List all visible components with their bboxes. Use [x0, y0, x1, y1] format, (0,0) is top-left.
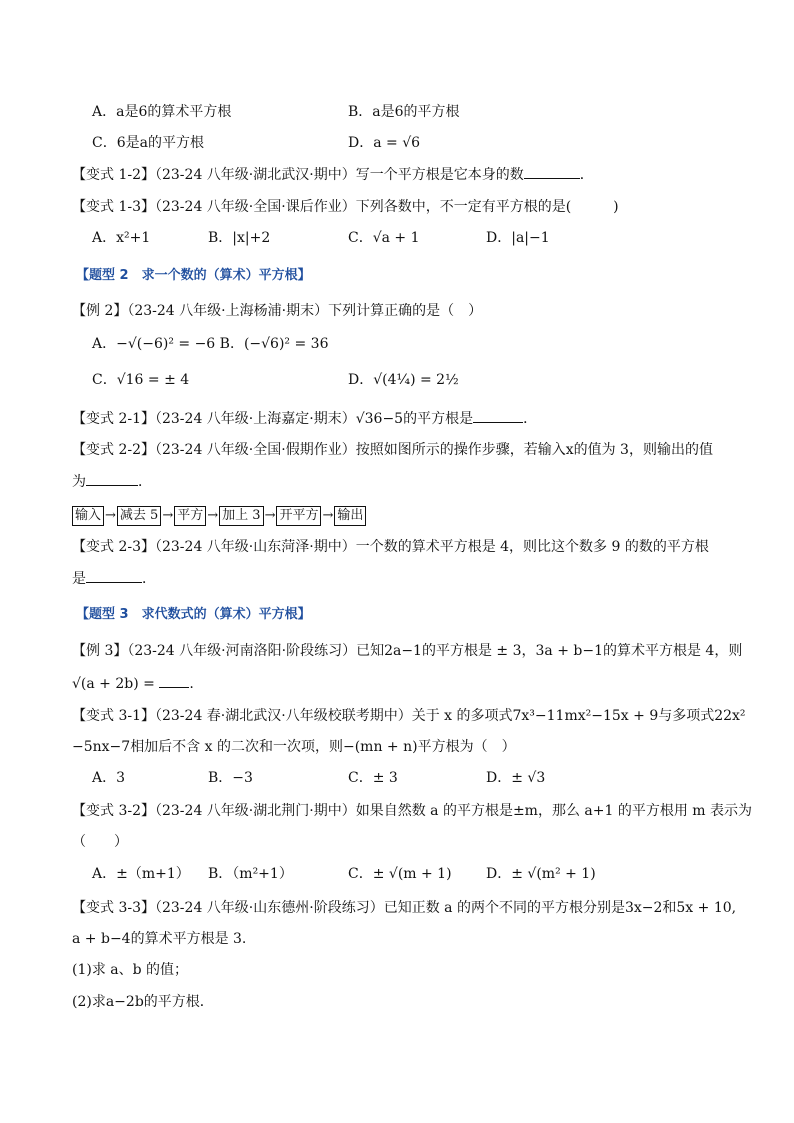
- flow-step-sqrt: 开平方: [276, 506, 321, 526]
- flow-step-output: 输出: [334, 506, 366, 526]
- variant-2-2-line2: [72, 471, 152, 492]
- variant-3-1-line2: −5nx−7相加后不含 x 的二次和一次项，则−(mn + n)平方根为（ ）: [72, 739, 516, 755]
- v3-2-option-a: A．±（m+1）: [92, 866, 190, 882]
- flow-step-input: 输入: [72, 506, 104, 526]
- v1-3-option-c: C．√a + 1: [348, 230, 420, 246]
- variant-1-3-text: 【变式 1-3】（23-24 八年级·全国·课后作业）下列各数中，不一定有平方根的是( ): [72, 199, 619, 215]
- q1-option-d: D．a = √6: [348, 135, 421, 151]
- flow-arrow-icon: →: [264, 508, 276, 523]
- section-heading-2: 【题型 2 求一个数的（算术）平方根】: [76, 268, 311, 283]
- answer-blank[interactable]: [473, 408, 523, 423]
- v3-2-option-b: B．（m²+1）: [208, 866, 293, 882]
- variant-2-2-prefix: 为: [72, 474, 86, 490]
- variant-2-3-prefix: 是: [72, 571, 86, 587]
- flow-arrow-icon: →: [207, 508, 219, 523]
- v1-3-option-a: A．x²+1: [92, 230, 151, 246]
- ex2-option-a-b: A．−√(−6)² = −6 B．(−√6)² = 36: [92, 336, 329, 352]
- variant-2-3-line2: [72, 568, 156, 589]
- variant-3-3-text: 【变式 3-3】（23-24 八年级·山东德州·阶段练习）已知正数 a 的两个不同的平方根分别是3x−2和5x + 10,: [72, 900, 737, 916]
- flow-arrow-icon: →: [162, 508, 174, 523]
- variant-1-2-end: ．: [579, 167, 594, 183]
- variant-2-2-text: 【变式 2-2】（23-24 八年级·全国·假期作业）按照如图所示的操作步骤，若输入x的值为 3，则输出的值: [72, 442, 713, 458]
- variant-2-3-end: ．: [142, 571, 156, 587]
- variant-2-1: [72, 408, 537, 429]
- example-3-expr: √(a + 2b) =: [72, 676, 160, 692]
- variant-2-1-text: 【变式 2-1】（23-24 八年级·上海嘉定·期末）√36−5的平方根是: [72, 411, 474, 427]
- example-3-line2: [72, 673, 194, 694]
- variant-3-2-line2: （ ）: [72, 834, 128, 850]
- q1-option-a: A．a是6的算术平方根: [92, 104, 232, 120]
- answer-blank[interactable]: [86, 471, 138, 486]
- answer-blank[interactable]: [86, 568, 142, 583]
- v3-2-option-c: C．± √(m + 1): [348, 866, 452, 882]
- example-2-text: 【例 2】（23-24 八年级·上海杨浦·期末）下列计算正确的是（ ）: [72, 303, 483, 319]
- example-3-text: 【例 3】（23-24 八年级·河南洛阳·阶段练习）已知2a−1的平方根是 ± 3，3a + b−1的算术平方根是 4，则: [72, 643, 743, 659]
- section-heading-3: 【题型 3 求代数式的（算术）平方根】: [76, 607, 311, 622]
- flow-arrow-icon: →: [322, 508, 334, 523]
- variant-3-3-line2: a + b−4的算术平方根是 3.: [72, 931, 247, 947]
- answer-blank[interactable]: [524, 164, 580, 179]
- ex2-option-d: D．√(4¹⁄₄) = 2½: [348, 372, 459, 388]
- variant-3-3-part2: (2)求a−2b的平方根．: [72, 994, 214, 1010]
- v1-3-option-b: B．|x|+2: [208, 230, 271, 246]
- variant-3-2-text: 【变式 3-2】（23-24 八年级·湖北荆门·期中）如果自然数 a 的平方根是±m，那么 a+1 的平方根用 m 表示为: [72, 803, 753, 819]
- answer-blank[interactable]: [159, 673, 189, 688]
- flow-step-square: 平方: [174, 506, 206, 526]
- operation-flow: [72, 506, 366, 526]
- example-3-end: .: [189, 676, 194, 692]
- q1-option-c: C．6是a的平方根: [92, 135, 204, 151]
- variant-2-3-text: 【变式 2-3】（23-24 八年级·山东菏泽·期中）一个数的算术平方根是 4，则比这个数多 9 的数的平方根: [72, 539, 709, 555]
- variant-3-3-part1: (1)求 a、b 的值；: [72, 962, 189, 978]
- flow-step-add: 加上 3: [219, 506, 263, 526]
- v3-2-option-d: D．± √(m² + 1): [486, 866, 596, 882]
- v1-3-option-d: D．|a|−1: [486, 230, 550, 246]
- variant-2-1-end: ．: [523, 411, 538, 427]
- variant-2-2-end: ．: [138, 474, 152, 490]
- variant-1-2: [72, 164, 594, 185]
- flow-arrow-icon: →: [105, 508, 116, 523]
- v3-1-option-d: D．± √3: [486, 770, 546, 786]
- v3-1-option-b: B．−3: [208, 770, 253, 786]
- v3-1-option-c: C．± 3: [348, 770, 398, 786]
- ex2-option-c: C．√16 = ± 4: [92, 372, 190, 388]
- flow-step-subtract: 减去 5: [117, 506, 161, 526]
- variant-1-2-text: 【变式 1-2】（23-24 八年级·湖北武汉·期中）写一个平方根是它本身的数: [72, 167, 524, 183]
- variant-3-1-text: 【变式 3-1】（23-24 春·湖北武汉·八年级校联考期中）关于 x 的多项式7x³−11mx²−15x + 9与多项式22x²: [72, 708, 746, 724]
- q1-option-b: B．a是6的平方根: [348, 104, 460, 120]
- v3-1-option-a: A．3: [92, 770, 126, 786]
